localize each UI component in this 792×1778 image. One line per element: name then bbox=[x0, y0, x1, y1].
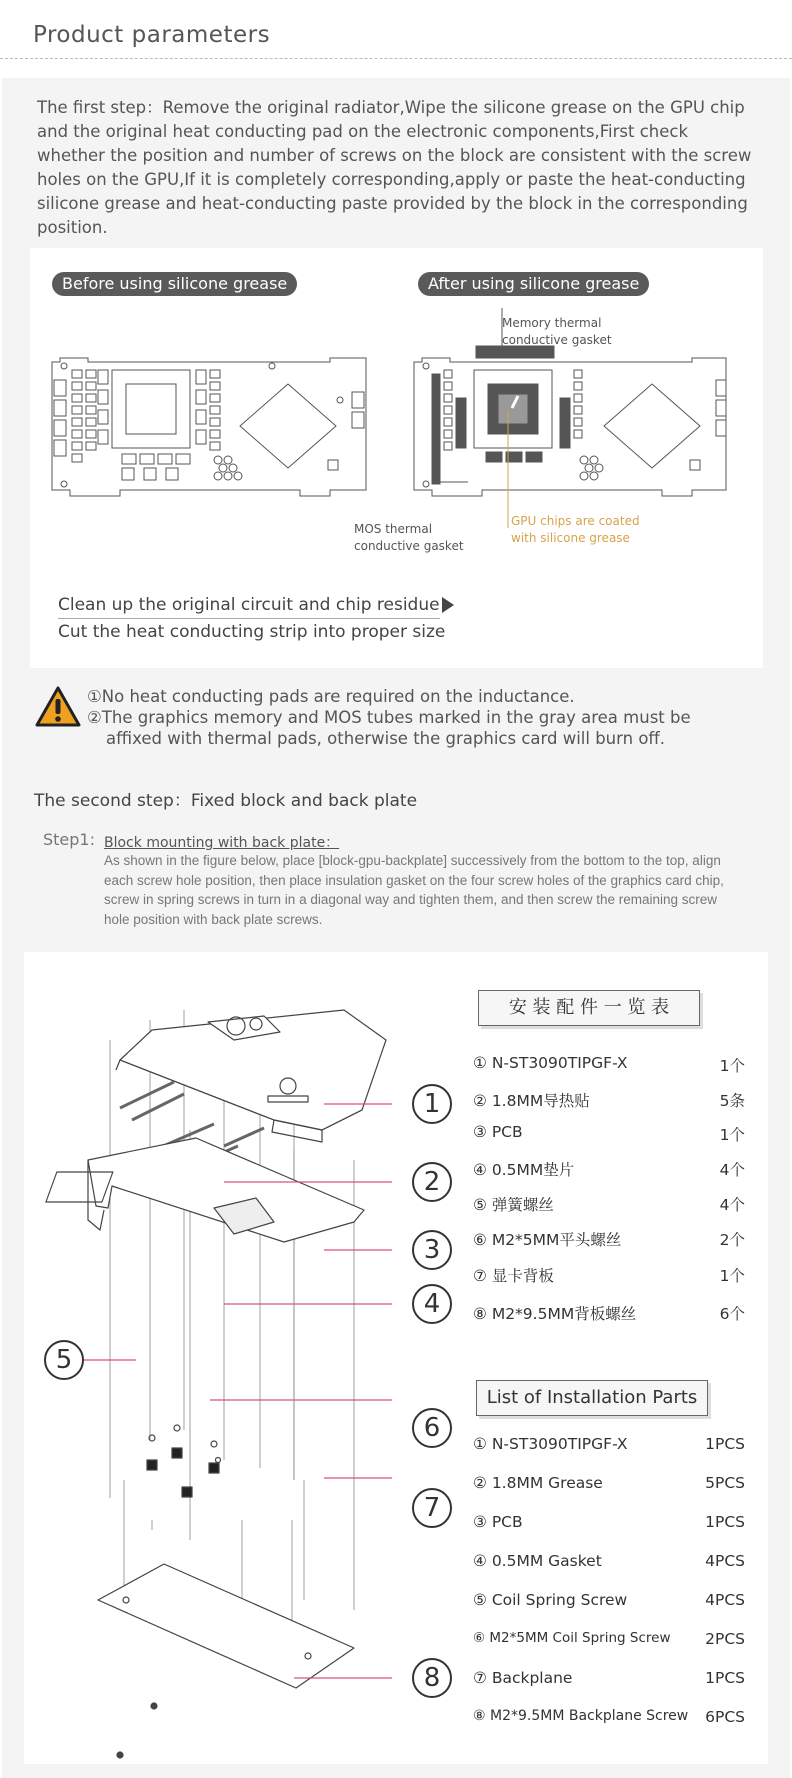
list-item: ① N-ST3090TIPGF-X 1个 bbox=[473, 1054, 745, 1075]
pcb-board bbox=[88, 1138, 364, 1242]
step1-title: Block mounting with back plate： bbox=[104, 835, 340, 851]
list-item: ③ PCB 1PCS bbox=[473, 1513, 745, 1531]
cleanup-line-2: Cut the heat conducting strip into proper size bbox=[58, 622, 446, 642]
diagram-label-3: 3 bbox=[412, 1230, 452, 1270]
cleanup-line-1: Clean up the original circuit and chip residue bbox=[58, 592, 440, 619]
list-item: ⑧ M2*9.5MM背板螺丝 6个 bbox=[473, 1305, 745, 1323]
parts-list-en-title: List of Installation Parts bbox=[476, 1380, 708, 1416]
list-item: ⑤ Coil Spring Screw 4PCS bbox=[473, 1591, 745, 1609]
list-item: ③ PCB 1个 bbox=[473, 1123, 745, 1144]
header-divider bbox=[0, 58, 792, 59]
list-item: ⑧ M2*9.5MM Backplane Screw 6PCS bbox=[473, 1708, 745, 1726]
parts-list-cn-title: 安 装 配 件 一 览 表 bbox=[478, 990, 700, 1026]
list-item: ⑦ 显卡背板 1个 bbox=[473, 1267, 745, 1285]
warning-icon bbox=[35, 686, 81, 728]
diagram-label-5: 5 bbox=[44, 1340, 84, 1380]
list-item: ⑥ M2*5MM Coil Spring Screw 2PCS bbox=[473, 1630, 745, 1648]
list-item: ⑤ 弹簧螺丝 4个 bbox=[473, 1196, 745, 1214]
gpu-grease-callout: GPU chips are coated with silicone grease bbox=[511, 514, 640, 545]
page-title: Product parameters bbox=[33, 22, 271, 48]
diagram-label-8: 8 bbox=[412, 1658, 452, 1698]
list-item: ⑦ Backplane 1PCS bbox=[473, 1669, 745, 1687]
mos-callout: MOS thermal conductive gasket bbox=[354, 522, 464, 553]
diagram-label-4: 4 bbox=[412, 1284, 452, 1324]
page-header bbox=[0, 0, 792, 62]
diagram-label-6: 6 bbox=[412, 1408, 452, 1448]
pcb-after bbox=[414, 346, 726, 496]
list-item: ④ 0.5MM垫片 4个 bbox=[473, 1161, 745, 1179]
warning-text: ①No heat conducting pads are required on the inductance. ②The graphics memory and MOS tubes marked in the gray area must be affixed with thermal pads, otherwise the graphics card will burn off. bbox=[87, 687, 691, 748]
list-item: ④ 0.5MM Gasket 4PCS bbox=[473, 1552, 745, 1570]
step1-label: Step1: bbox=[43, 830, 95, 849]
before-label: Before using silicone grease bbox=[52, 272, 297, 296]
list-item: ② 1.8MM Grease 5PCS bbox=[473, 1474, 745, 1492]
diagram-label-7: 7 bbox=[412, 1488, 452, 1528]
list-item: ① N-ST3090TIPGF-X 1PCS bbox=[473, 1435, 745, 1453]
memory-callout: Memory thermal conductive gasket bbox=[502, 316, 612, 347]
pcb-comparison-diagram bbox=[0, 300, 792, 540]
pcb-before bbox=[52, 358, 366, 496]
diagram-label-2: 2 bbox=[412, 1162, 452, 1202]
after-label: After using silicone grease bbox=[418, 272, 649, 296]
first-step-text: The first step：Remove the original radiator,Wipe the silicone grease on the GPU chip and the original heat conducting pad on the electronic components,First check whether the position and number of screws on the block are consistent with the screw holes on the GPU,If it is completely corresponding,apply or paste the heat-conducting silicone grease and heat-conducting paste provided by the block in the corresponding position. bbox=[37, 98, 752, 237]
step1-body: As shown in the figure below, place [block-gpu-backplate] successively from the bottom to the top, align each screw hole position, then place insulation gasket on the four screw holes of the graphics card chip, screw in spring screws in turn in a diagonal way and tighten them, and then screw the remaining screw hole position with back plate screws. bbox=[104, 853, 724, 927]
backplate bbox=[98, 1564, 354, 1688]
list-item: ② 1.8MM导热贴 5条 bbox=[473, 1092, 745, 1110]
exploded-assembly-diagram bbox=[24, 960, 494, 1760]
play-arrow-icon bbox=[442, 597, 454, 613]
diagram-label-1: 1 bbox=[412, 1084, 452, 1124]
list-item: ⑥ M2*5MM平头螺丝 2个 bbox=[473, 1231, 745, 1249]
cleanup-instructions bbox=[58, 592, 454, 645]
second-step-title: The second step：Fixed block and back plate bbox=[34, 791, 418, 811]
